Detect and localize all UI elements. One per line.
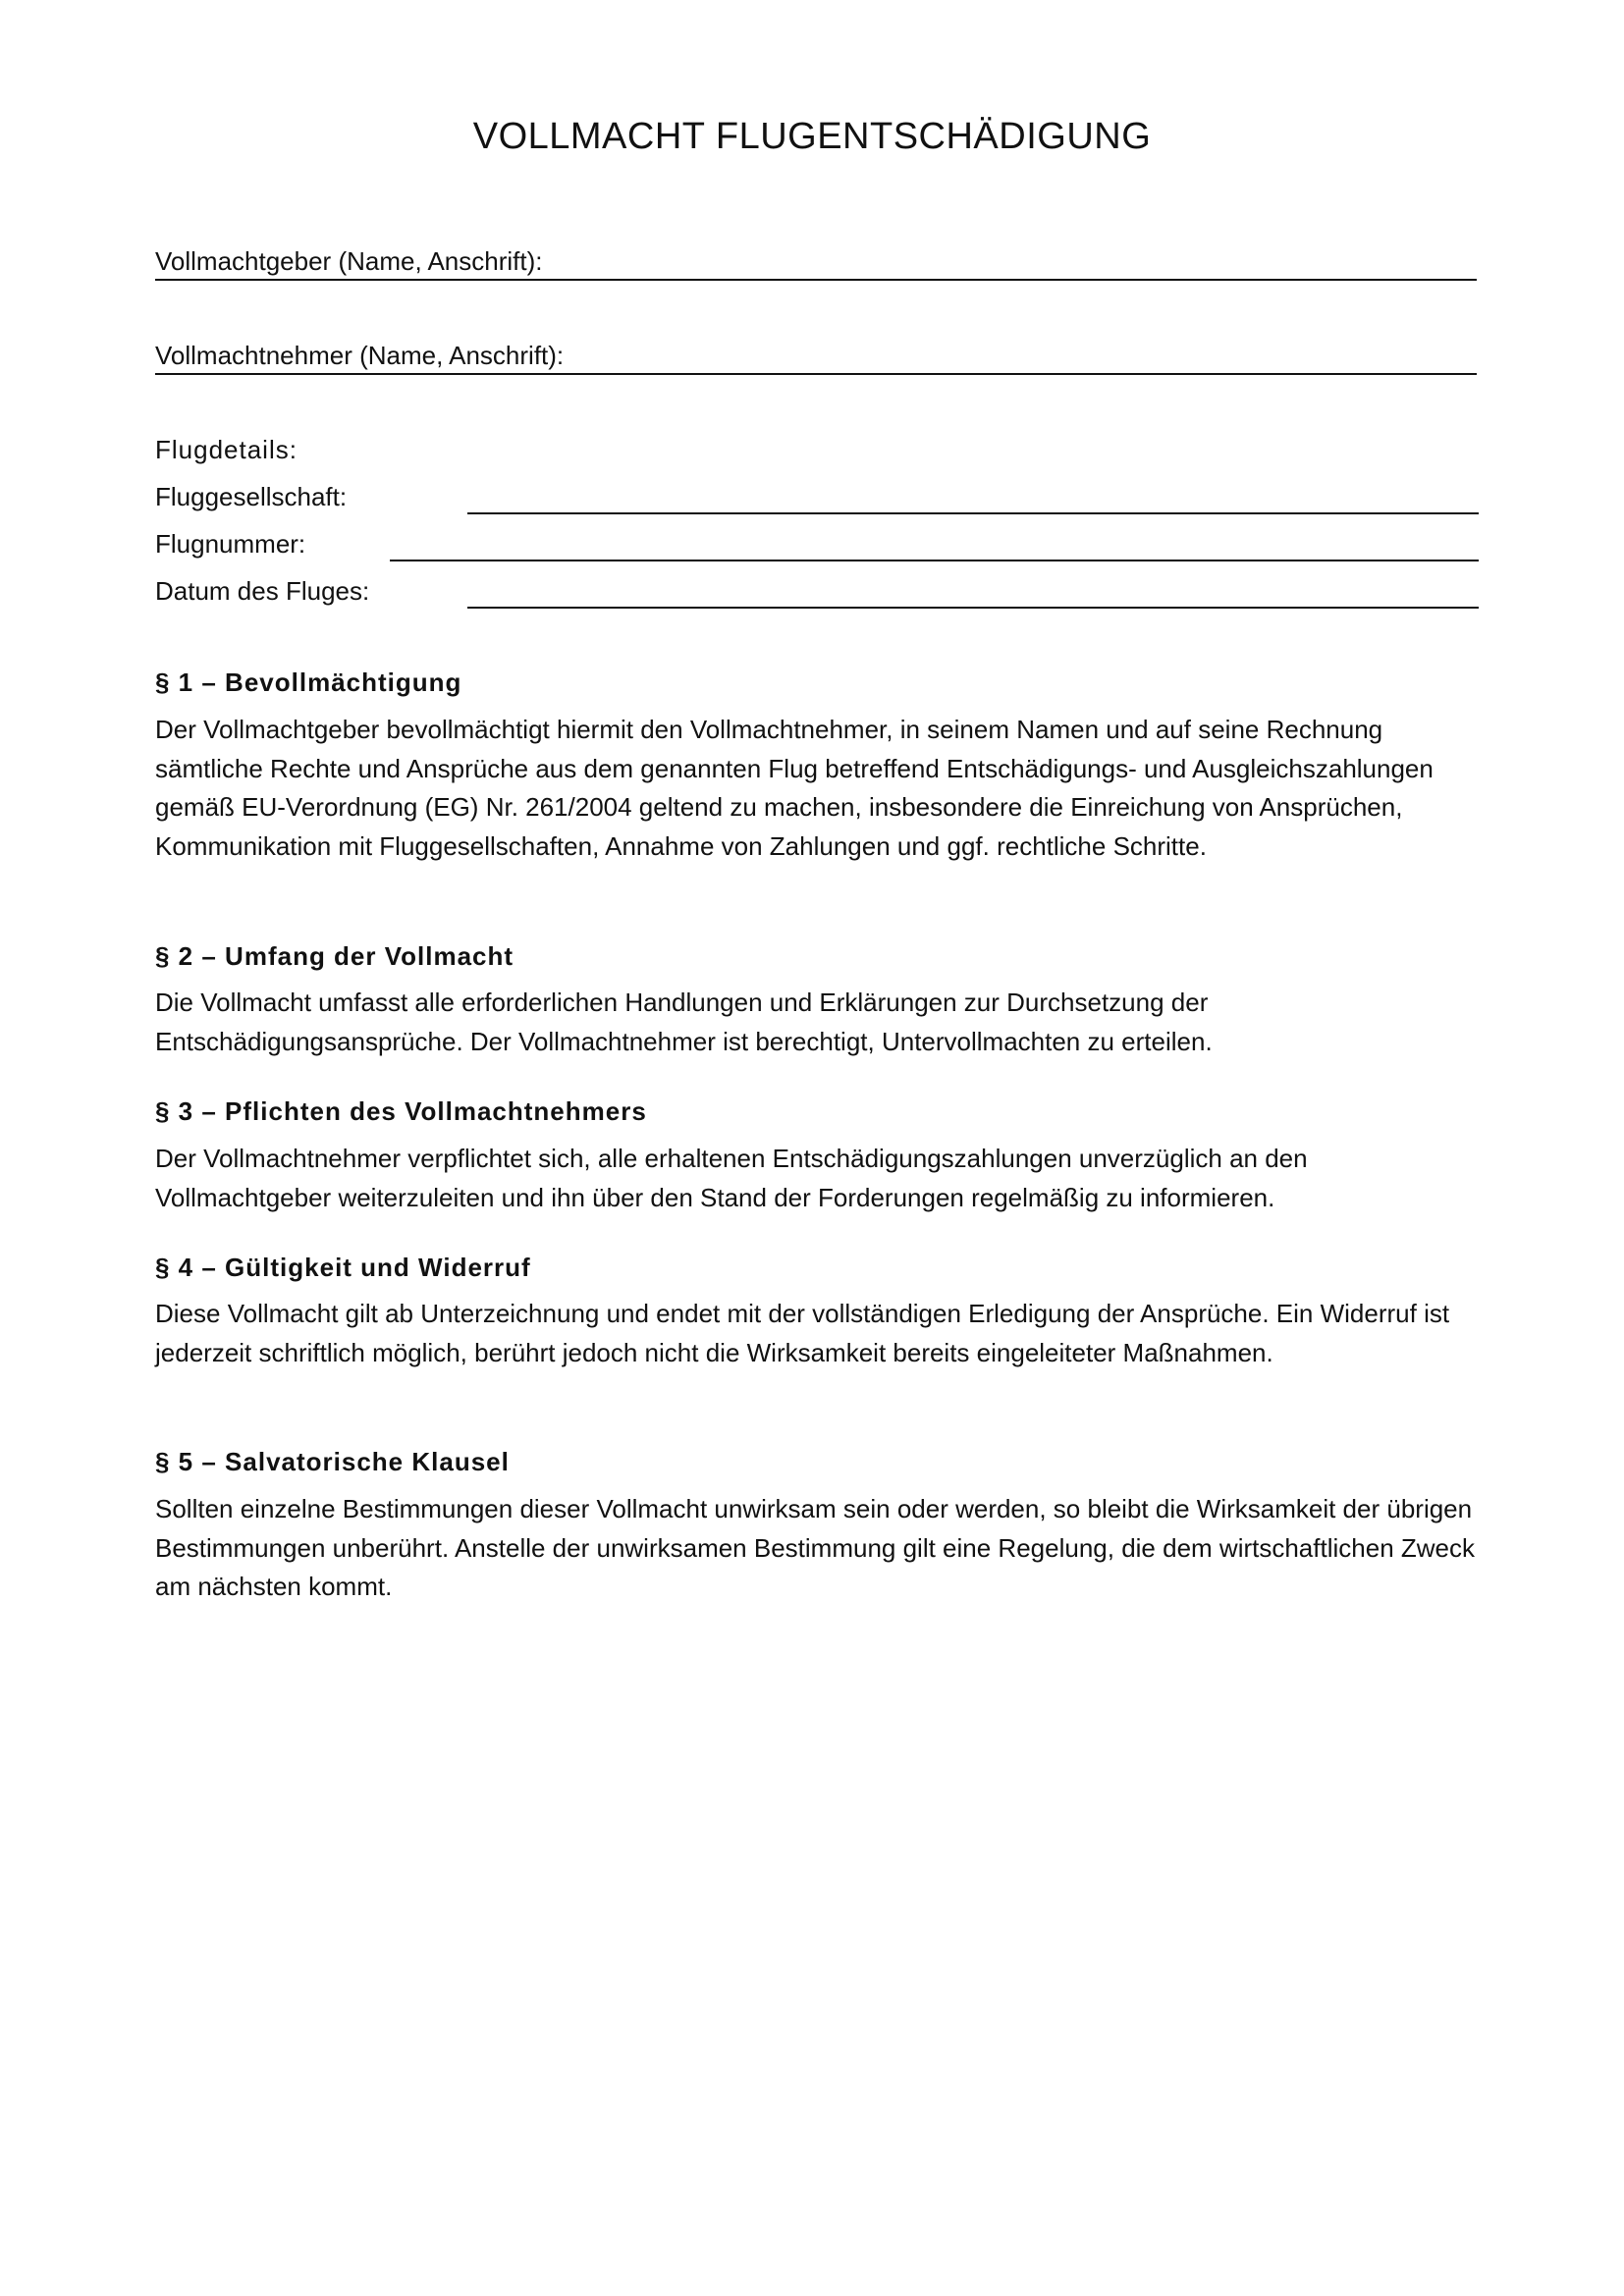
flight-details-label: Flugdetails: <box>155 435 298 464</box>
grantee-label: Vollmachtnehmer (Name, Anschrift): <box>155 341 565 370</box>
section-3-heading: § 3 – Pflichten des Vollmachtnehmers <box>155 1096 647 1126</box>
flight-number-blank-line[interactable] <box>390 560 1479 561</box>
section-4-heading: § 4 – Gültigkeit und Widerruf <box>155 1253 531 1282</box>
section-5-heading: § 5 – Salvatorische Klausel <box>155 1447 510 1476</box>
section-5-body: Sollten einzelne Bestimmungen dieser Vollmacht unwirksam sein oder werden, so bleibt die Wirksamkeit der übrigen Bestimmungen unberührt. Anstelle der unwirksamen Bestimmung gilt eine Regelung, die dem wirtschaftlichen Zweck am nächsten kommt. <box>155 1494 1475 1601</box>
section-2-heading: § 2 – Umfang der Vollmacht <box>155 941 514 971</box>
flight-number-label: Flugnummer: <box>155 529 306 559</box>
section-2-body: Die Vollmacht umfasst alle erforderlichen Handlungen und Erklärungen zur Durchsetzung der Entschädigungsansprüche. Der Vollmachtnehmer ist berechtigt, Untervollmachten zu erteilen. <box>155 988 1213 1056</box>
flight-date-label: Datum des Fluges: <box>155 576 370 606</box>
grantor-field[interactable] <box>155 243 1477 281</box>
section-4-body: Diese Vollmacht gilt ab Unterzeichnung und endet mit der vollständigen Erledigung der Ansprüche. Ein Widerruf ist jederzeit schriftlich möglich, berührt jedoch nicht die Wirksamkeit bereits eingeleiteter Maßnahmen. <box>155 1299 1450 1367</box>
flight-date-blank-line[interactable] <box>467 607 1479 609</box>
section-1-heading: § 1 – Bevollmächtigung <box>155 667 462 697</box>
airline-label: Fluggesellschaft: <box>155 482 348 511</box>
section-3-body: Der Vollmachtnehmer verpflichtet sich, alle erhaltenen Entschädigungszahlungen unverzüglich an den Vollmachtgeber weiterzuleiten und ihn über den Stand der Forderungen regelmäßig zu informieren. <box>155 1144 1308 1212</box>
document-title: VOLLMACHT FLUGENTSCHÄDIGUNG <box>472 116 1152 157</box>
airline-blank-line[interactable] <box>467 512 1479 514</box>
grantee-field[interactable] <box>155 338 1477 375</box>
section-1-body: Der Vollmachtgeber bevollmächtigt hiermit den Vollmachtnehmer, in seinem Namen und auf seine Rechnung sämtliche Rechte und Ansprüche aus dem genannten Flug betreffend Entschädigungs- und Ausgleichszahlungen gemäß EU-Verordnung (EG) Nr. 261/2004 geltend zu machen, insbesondere die Einreichung von Ansprüchen, Kommunikation mit Fluggesellschaften, Annahme von Zahlungen und ggf. rechtliche Schritte. <box>155 715 1434 861</box>
grantor-label: Vollmachtgeber (Name, Anschrift): <box>155 246 543 276</box>
